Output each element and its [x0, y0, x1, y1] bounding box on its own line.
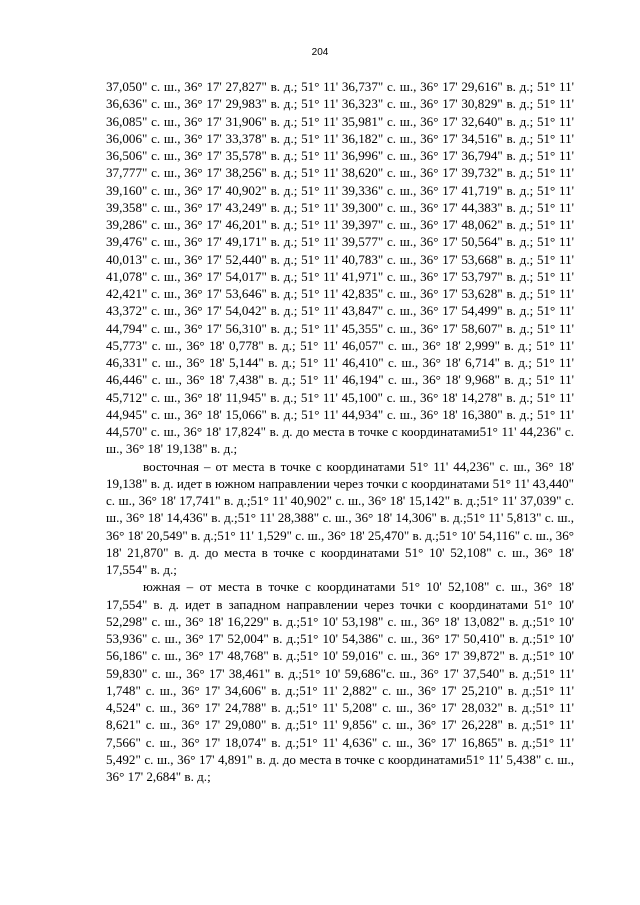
- page-number: 204: [311, 47, 329, 58]
- body-text: [106, 78, 574, 785]
- paragraph-continued-coordinates: 37,050" с. ш., 36° 17' 27,827" в. д.; 51° 11' 36,737" с. ш., 36° 17' 29,616" в. д.; 51° 11' 36,636" с. ш., 36° 17' 29,983" в. д.; 51° 11' 36,323" с. ш., 36° 17' 30,829" в. д.; 51° 11' 36,085" с. ш., 36° 17' 31,906" в. д.; 51° 11' 35,981" с. ш., 36° 17' 32,640" в. д.; 51° 11' 36,006" с. ш., 36° 17' 33,378" в. д.; 51° 11' 36,182" с. ш., 36° 17' 34,516" в. д.; 51° 11' 36,506" с. ш., 36° 17' 35,578" в. д.; 51° 11' 36,996" с. ш., 36° 17' 36,794" в. д.; 51° 11' 37,777" с. ш., 36° 17' 38,256" в. д.; 51° 11' 38,620" с. ш., 36° 17' 39,732" в. д.; 51° 11' 39,160" с. ш., 36° 17' 40,902" в. д.; 51° 11' 39,336" с. ш., 36° 17' 41,719" в. д.; 51° 11' 39,358" с. ш., 36° 17' 43,249" в. д.; 51° 11' 39,300" с. ш., 36° 17' 44,383" в. д.; 51° 11' 39,286" с. ш., 36° 17' 46,201" в. д.; 51° 11' 39,397" с. ш., 36° 17' 48,062" в. д.; 51° 11' 39,476" с. ш., 36° 17' 49,171" в. д.; 51° 11' 39,577" с. ш., 36° 17' 50,564" в. д.; 51° 11' 40,013" с. ш., 36° 17' 52,440" в. д.; 51° 11' 40,783" с. ш., 36° 17' 53,668" в. д.; 51° 11' 41,078" с. ш., 36° 17' 54,017" в. д.; 51° 11' 41,971" с. ш., 36° 17' 53,797" в. д.; 51° 11' 42,421" с. ш., 36° 17' 53,646" в. д.; 51° 11' 42,835" с. ш., 36° 17' 53,628" в. д.; 51° 11' 43,372" с. ш., 36° 17' 54,042" в. д.; 51° 11' 43,847" с. ш., 36° 17' 54,499" в. д.; 51° 11' 44,794" с. ш., 36° 17' 56,310" в. д.; 51° 11' 45,355" с. ш., 36° 17' 58,607" в. д.; 51° 11' 45,773" с. ш., 36° 18' 0,778" в. д.; 51° 11' 46,057" с. ш., 36° 18' 2,999" в. д.; 51° 11' 46,331" с. ш., 36° 18' 5,144" в. д.; 51° 11' 46,410" с. ш., 36° 18' 6,714" в. д.; 51° 11' 46,446" с. ш., 36° 18' 7,438" в. д.; 51° 11' 46,194" с. ш., 36° 18' 9,968" в. д.; 51° 11' 45,712" с. ш., 36° 18' 11,945" в. д.; 51° 11' 45,100" с. ш., 36° 18' 14,278" в. д.; 51° 11' 44,945" с. ш., 36° 18' 15,066" в. д.; 51° 11' 44,934" с. ш., 36° 18' 16,380" в. д.; 51° 11' 44,570" с. ш., 36° 18' 17,824" в. д. до места в точке с координатами51° 11' 44,236" с. ш., 36° 18' 19,138" в. д.;: [106, 79, 574, 457]
- paragraph-eastern-boundary: восточная – от места в точке с координатами 51° 11' 44,236" с. ш., 36° 18' 19,138" в. д. идет в южном направлении через точки с координатами 51° 11' 43,440" с. ш., 36° 18' 17,741" в. д.;51° 11' 40,902" с. ш., 36° 18' 15,142" в. д.;51° 11' 37,039" с. ш., 36° 18' 14,436" в. д.;51° 11' 28,388" с. ш., 36° 18' 14,306" в. д.;51° 11' 5,813" с. ш., 36° 18' 20,549" в. д.;51° 11' 1,529" с. ш., 36° 18' 25,470" в. д.;51° 10' 54,116" с. ш., 36° 18' 21,870" в. д. до места в точке с координатами 51° 10' 52,108" с. ш., 36° 18' 17,554" в. д.;: [106, 458, 574, 577]
- paragraph-southern-boundary: южная – от места в точке с координатами 51° 10' 52,108" с. ш., 36° 18' 17,554" в. д. идет в западном направлении через точки с координатами 51° 10' 52,298" с. ш., 36° 18' 16,229" в. д.;51° 10' 53,198" с. ш., 36° 18' 13,082" в. д.;51° 10' 53,936" с. ш., 36° 17' 52,004" в. д.;51° 10' 54,386" с. ш., 36° 17' 50,410" в. д.;51° 10' 56,186" с. ш., 36° 17' 48,768" в. д.;51° 10' 59,016" с. ш., 36° 17' 39,872" в. д.;51° 10' 59,830" с. ш., 36° 17' 38,461" в. д.;51° 10' 59,686"с. ш., 36° 17' 37,540" в. д.;51° 11' 1,748" с. ш., 36° 17' 34,606" в. д.;51° 11' 2,882" с. ш., 36° 17' 25,210" в. д.;51° 11' 4,524" с. ш., 36° 17' 24,788" в. д.;51° 11' 5,208" с. ш., 36° 17' 28,032" в. д.;51° 11' 8,621" с. ш., 36° 17' 29,080" в. д.;51° 11' 9,856" с. ш., 36° 17' 26,228" в. д.;51° 11' 7,566" с. ш., 36° 17' 18,074" в. д.;51° 11' 4,636" с. ш., 36° 17' 16,865" в. д.;51° 11' 5,492" с. ш., 36° 17' 4,891" в. д. до места в точке с координатами51° 11' 5,438" с. ш., 36° 17' 2,684" в. д.;: [106, 579, 574, 784]
